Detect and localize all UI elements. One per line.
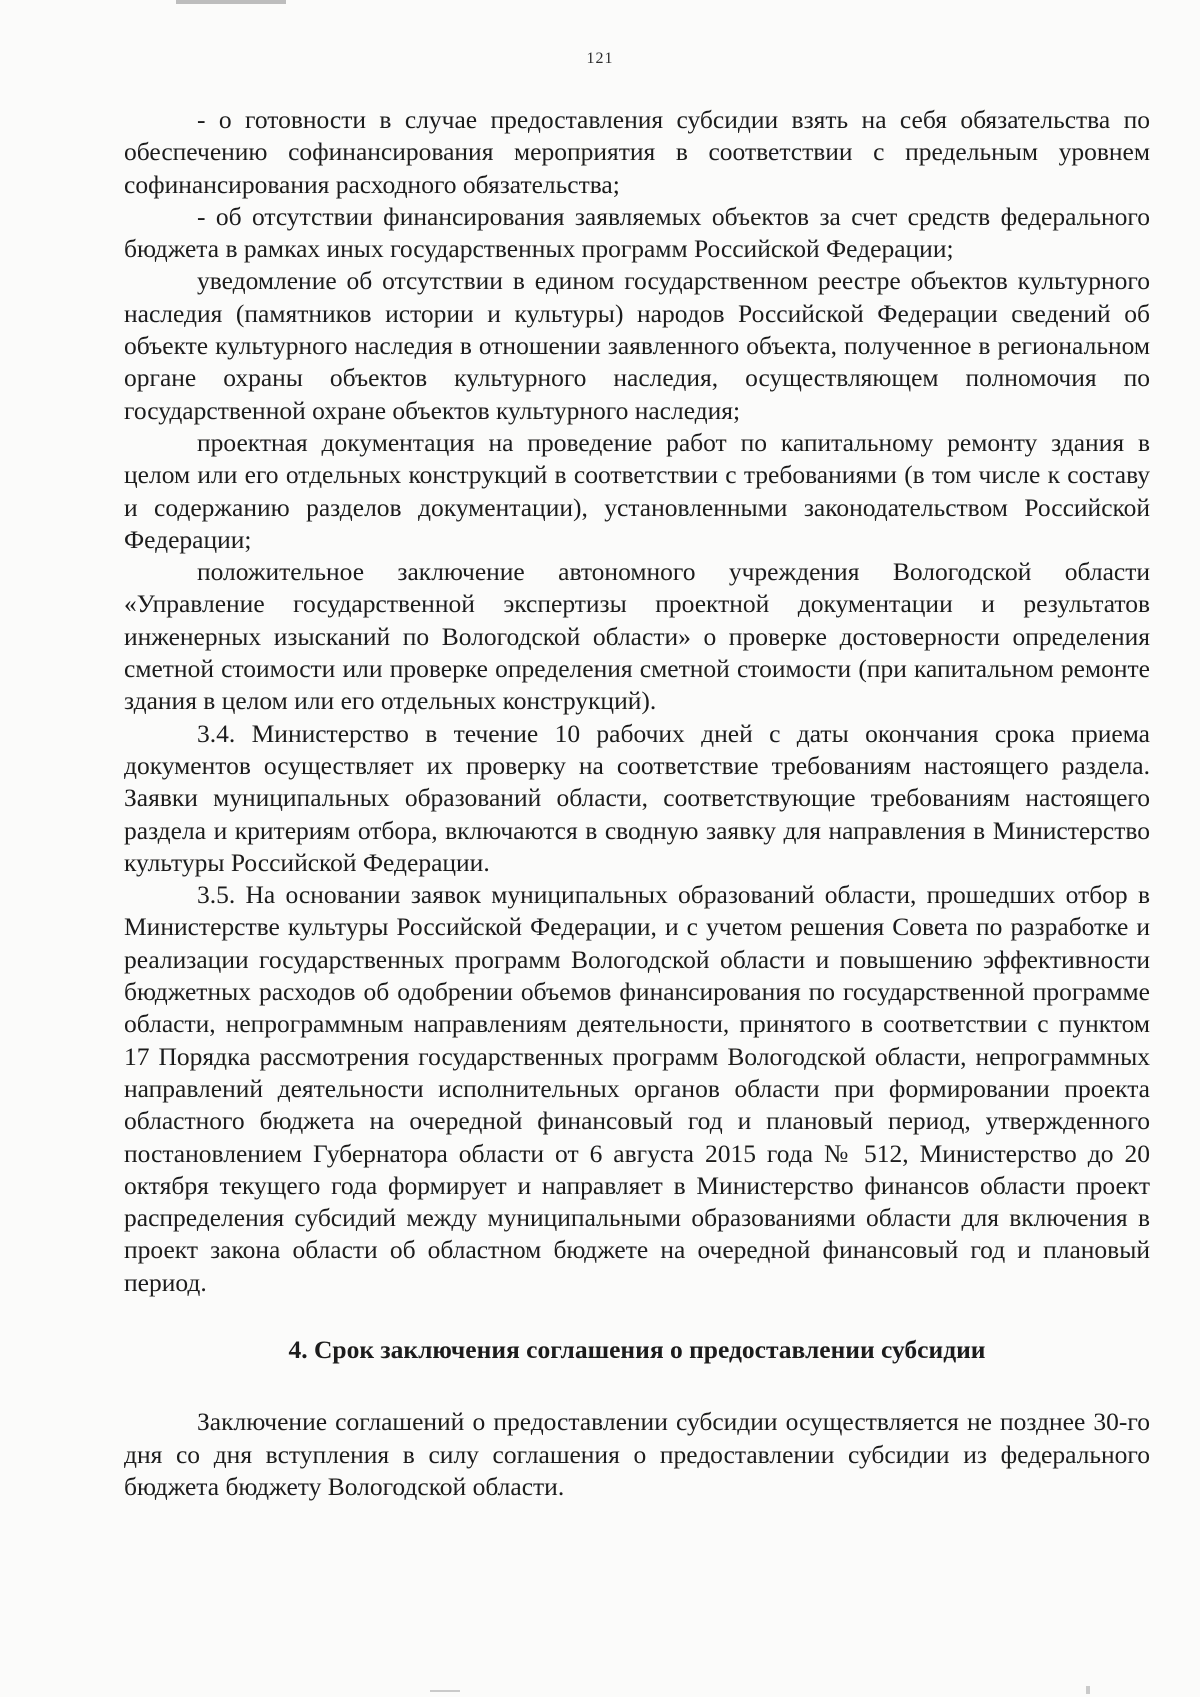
paragraph-expert-conclusion: положительное заключение автономного учреждения Вологодской области «Управление государственной экспертизы проектной документации и результатов инженерных изысканий по Вологодской области» о проверке достоверности определения сметной стоимости или проверке определения сметной стоимости (при капитальном ремонте здания в целом или его отдельных конструкций). xyxy=(124,557,1150,716)
scan-artifact-bottom-right xyxy=(1086,1686,1090,1694)
section-4-paragraph: Заключение соглашений о предоставлении субсидии осуществляется не позднее 30-го дня со дня вступления в силу соглашения о предоставлении субсидии из федерального бюджета бюджету Вологодской области. xyxy=(124,1407,1150,1501)
paragraph-clause-3-5: 3.5. На основании заявок муниципальных образований области, прошедших отбор в Министерстве культуры Российской Федерации, и с учетом решения Совета по разработке и реализации государственных программ Вологодской области и повышению эффективности бюджетных расходов об одобрении объемов финансирования по государственной программе области, непрограммным направлениям деятельности, принятого в соответствии с пунктом 17 Порядка рассмотрения государственных программ Вологодской области, непрограммных направлений деятельности исполнительных органов области при формировании проекта областного бюджета на очередной финансовый год и плановый период, утвержденного постановлением Губернатора области от 6 августа 2015 года № 512, Министерство до 20 октября текущего года формирует и направляет в Министерство финансов области проект распределения субсидий между муниципальными образованиями области для включения в проект закона области об областном бюджете на очередной финансовый год и плановый период. xyxy=(124,880,1150,1297)
section-4-heading: 4. Срок заключения соглашения о предоставлении субсидии xyxy=(288,1334,986,1364)
scan-artifact-top xyxy=(176,0,286,4)
paragraph-clause-3-4: 3.4. Министерство в течение 10 рабочих дней с даты окончания срока приема документов осуществляет их проверку на соответствие требованиям настоящего раздела. Заявки муниципальных образований области, соответствующие требованиям настоящего раздела и критериям отбора, включаются в сводную заявку для направления в Министерство культуры Российской Федерации. xyxy=(124,718,1150,877)
document-body xyxy=(124,104,1150,1503)
paragraph-cofinancing-readiness: - о готовности в случае предоставления субсидии взять на себя обязательства по обеспечению софинансирования мероприятия в соответствии с предельным уровнем софинансирования расходного обязательства; xyxy=(124,105,1150,199)
page-number: 121 xyxy=(586,50,614,67)
paragraph-project-documentation: проектная документация на проведение работ по капитальному ремонту здания в целом или его отдельных конструкций в соответствии с требованиями (в том числе к составу и содержанию разделов документации), установленными законодательством Российской Федерации; xyxy=(124,427,1150,554)
paragraph-no-federal-funding: - об отсутствии финансирования заявляемых объектов за счет средств федерального бюджета в рамках иных государственных программ Российской Федерации; xyxy=(124,201,1150,264)
paragraph-heritage-registry-notice: уведомление об отсутствии в едином государственном реестре объектов культурного наследия (памятников истории и культуры) народов Российской Федерации сведений об объекте культурного наследия в отношении заявленного объекта, полученное в региональном органе охраны объектов культурного наследия, осуществляющем полномочия по государственной охране объектов культурного наследия; xyxy=(124,266,1150,425)
scan-artifact-bottom-left xyxy=(430,1690,460,1692)
